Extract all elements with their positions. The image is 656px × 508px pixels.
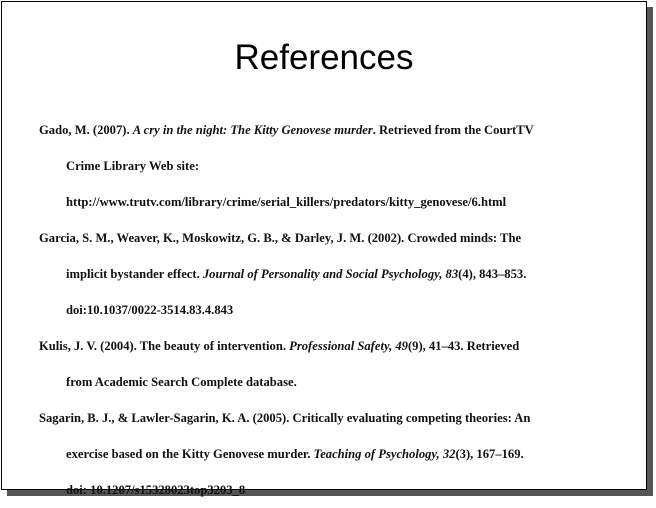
reference-line (39, 112, 639, 148)
reference-text-segment: http://www.trutv.com/library/crime/serial_killers/predators/kitty_genovese/6.html (66, 195, 507, 209)
reference-text-segment: doi: 10.1207/s15328023top3203_8 (66, 483, 246, 497)
reference-text-segment: Kulis, J. V. (2004). The beauty of intervention. (39, 339, 290, 353)
reference-entry-sagarin (39, 400, 639, 508)
reference-line (39, 364, 639, 400)
reference-line (39, 184, 639, 220)
reference-entry-kulis (39, 328, 639, 400)
reference-text-segment: Sagarin, B. J., & Lawler-Sagarin, K. A. (2005). Critically evaluating competing theories: An (39, 411, 531, 425)
reference-italic-segment: Professional Safety, 49 (289, 339, 408, 353)
reference-list (39, 112, 639, 508)
reference-text-segment: (9), 41–43. Retrieved (407, 339, 520, 353)
slide (1, 1, 647, 497)
reference-line (39, 256, 639, 292)
reference-line (39, 436, 639, 472)
reference-text-segment: doi:10.1037/0022-3514.83.4.843 (66, 303, 234, 317)
reference-text-segment: Gado, M. (2007). (39, 123, 133, 137)
reference-text-segment: exercise based on the Kitty Genovese murder. (66, 447, 314, 461)
reference-line (39, 328, 639, 364)
reference-line (39, 148, 639, 184)
slide-title: References (234, 38, 414, 77)
reference-line (39, 400, 639, 436)
reference-line (39, 472, 639, 508)
reference-text-segment: . Retrieved from the CourtTV (372, 123, 534, 137)
reference-line (39, 220, 639, 256)
reference-text-segment: implicit bystander effect. (66, 267, 203, 281)
reference-italic-segment: Teaching of Psychology, 32 (313, 447, 456, 461)
reference-text-segment: (4), 843–853. (458, 267, 527, 281)
reference-line (39, 292, 639, 328)
reference-text-segment: Garcia, S. M., Weaver, K., Moskowitz, G. B., & Darley, J. M. (2002). Crowded minds: The (39, 231, 522, 245)
reference-text-segment: from Academic Search Complete database. (66, 375, 297, 389)
reference-entry-garcia (39, 220, 639, 328)
reference-text-segment: (3), 167–169. (455, 447, 524, 461)
reference-italic-segment: A cry in the night: The Kitty Genovese murder (132, 123, 373, 137)
reference-italic-segment: Journal of Personality and Social Psychology, 83 (202, 267, 459, 281)
reference-text-segment: Crime Library Web site: (66, 159, 200, 173)
reference-entry-gado (39, 112, 639, 220)
